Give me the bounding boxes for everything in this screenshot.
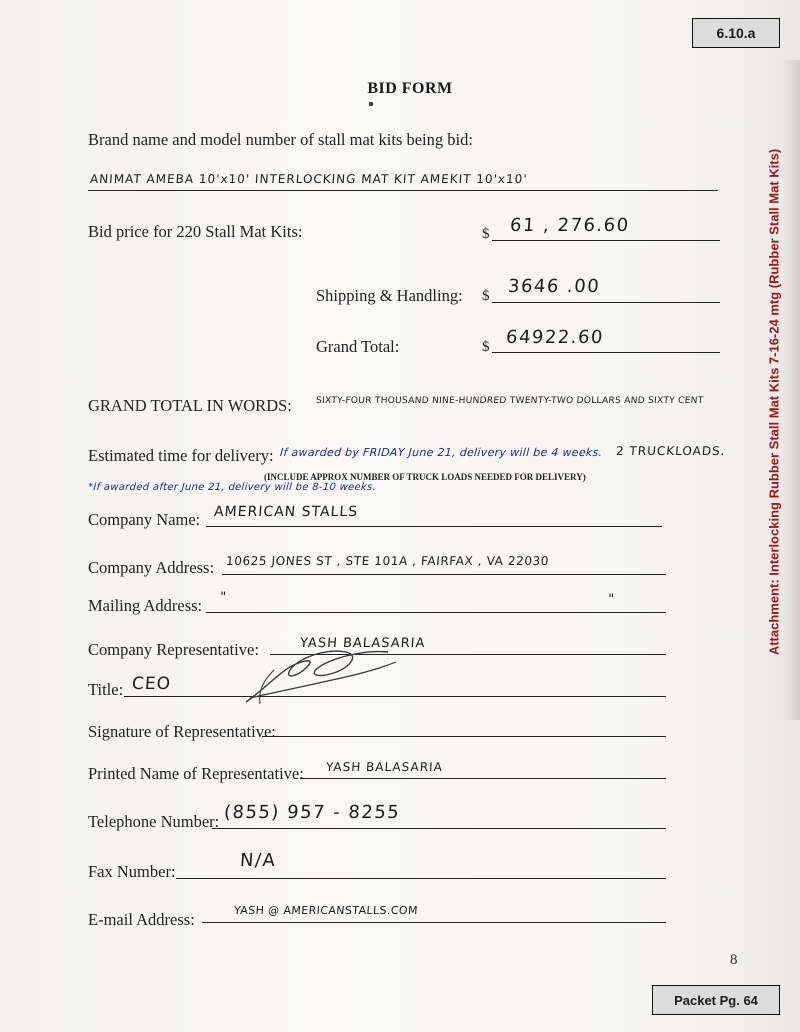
packet-page: Packet Pg. 64 <box>652 985 780 1015</box>
bid-price-currency: $ <box>482 226 490 242</box>
mailing-close: " <box>607 592 616 607</box>
bid-price-label: Bid price for 220 Stall Mat Kits: <box>88 222 303 241</box>
phone-value: (855) 957 - 8255 <box>223 802 401 823</box>
brand-value: ANIMAT AMEBA 10'x10' INTERLOCKING MAT KIT AMEKIT 10'x10' <box>89 172 529 186</box>
fax-label: Fax Number: <box>88 862 176 881</box>
brand-line <box>88 190 718 191</box>
mailing-label: Mailing Address: <box>88 596 203 615</box>
grand-total-label: Grand Total: <box>316 337 400 356</box>
agenda-tag: 6.10.a <box>692 18 780 48</box>
bid-price-line <box>492 240 720 241</box>
delivery-value: If awarded by FRIDAY June 21, delivery will be 4 weeks. <box>279 446 603 459</box>
mailing-open: " <box>219 590 228 605</box>
grand-total-line <box>492 352 720 353</box>
scan-edge-shadow <box>782 60 800 720</box>
company-address-line <box>222 574 666 575</box>
brand-label: Brand name and model number of stall mat kits being bid: <box>88 130 473 149</box>
printed-name-line <box>300 778 666 779</box>
delivery-loads: 2 TRUCKLOADS. <box>615 444 727 458</box>
signature-line <box>262 736 666 737</box>
ink-dot <box>369 102 373 106</box>
fax-line <box>176 878 666 879</box>
printed-name-label: Printed Name of Representative: <box>88 764 304 783</box>
delivery-note: *If awarded after June 21, delivery will be 8-10 weeks. <box>87 482 377 493</box>
words-value: SIXTY-FOUR THOUSAND NINE-HUNDRED TWENTY-TWO DOLLARS AND SIXTY CENT <box>315 396 704 406</box>
delivery-instruction: (INCLUDE APPROX NUMBER OF TRUCK LOADS NEEDED FOR DELIVERY) <box>264 472 586 482</box>
form-title: BID FORM <box>367 80 453 97</box>
signature-label: Signature of Representative: <box>88 722 276 741</box>
phone-label: Telephone Number: <box>88 812 220 831</box>
signature-graphic <box>236 640 406 710</box>
shipping-currency: $ <box>482 288 490 304</box>
email-value: YASH @ AMERICANSTALLS.COM <box>233 904 419 917</box>
fax-value: N/A <box>239 850 278 871</box>
grand-total-value: 64922.60 <box>505 327 605 348</box>
shipping-line <box>492 302 720 303</box>
attachment-label: Attachment: Interlocking Rubber Stall Mat Kits 7-16-24 mtg (Rubber Stall Mat Kits) <box>766 148 782 656</box>
company-name-label: Company Name: <box>88 510 201 529</box>
company-name-line <box>206 526 662 527</box>
rep-label: Company Representative: <box>88 640 259 659</box>
mailing-line <box>206 612 666 613</box>
shipping-value: 3646 .00 <box>507 276 601 297</box>
page-number: 8 <box>730 952 738 968</box>
title-value: CEO <box>131 674 172 694</box>
phone-line <box>212 828 666 829</box>
rep-value: YASH BALASARIA <box>299 636 426 651</box>
email-label: E-mail Address: <box>88 910 195 929</box>
grand-total-currency: $ <box>482 339 490 355</box>
words-label: GRAND TOTAL IN WORDS: <box>88 396 292 415</box>
company-address-label: Company Address: <box>88 558 215 577</box>
company-address-value: 10625 JONES ST , STE 101A , FAIRFAX , VA 22030 <box>225 554 550 568</box>
title-label: Title: <box>88 680 124 699</box>
printed-name-value: YASH BALASARIA <box>325 760 444 774</box>
company-name-value: AMERICAN STALLS <box>213 504 359 520</box>
shipping-label: Shipping & Handling: <box>316 286 463 305</box>
bid-price-value: 61 , 276.60 <box>509 215 631 236</box>
email-line <box>202 922 666 923</box>
delivery-label: Estimated time for delivery: <box>88 446 274 465</box>
